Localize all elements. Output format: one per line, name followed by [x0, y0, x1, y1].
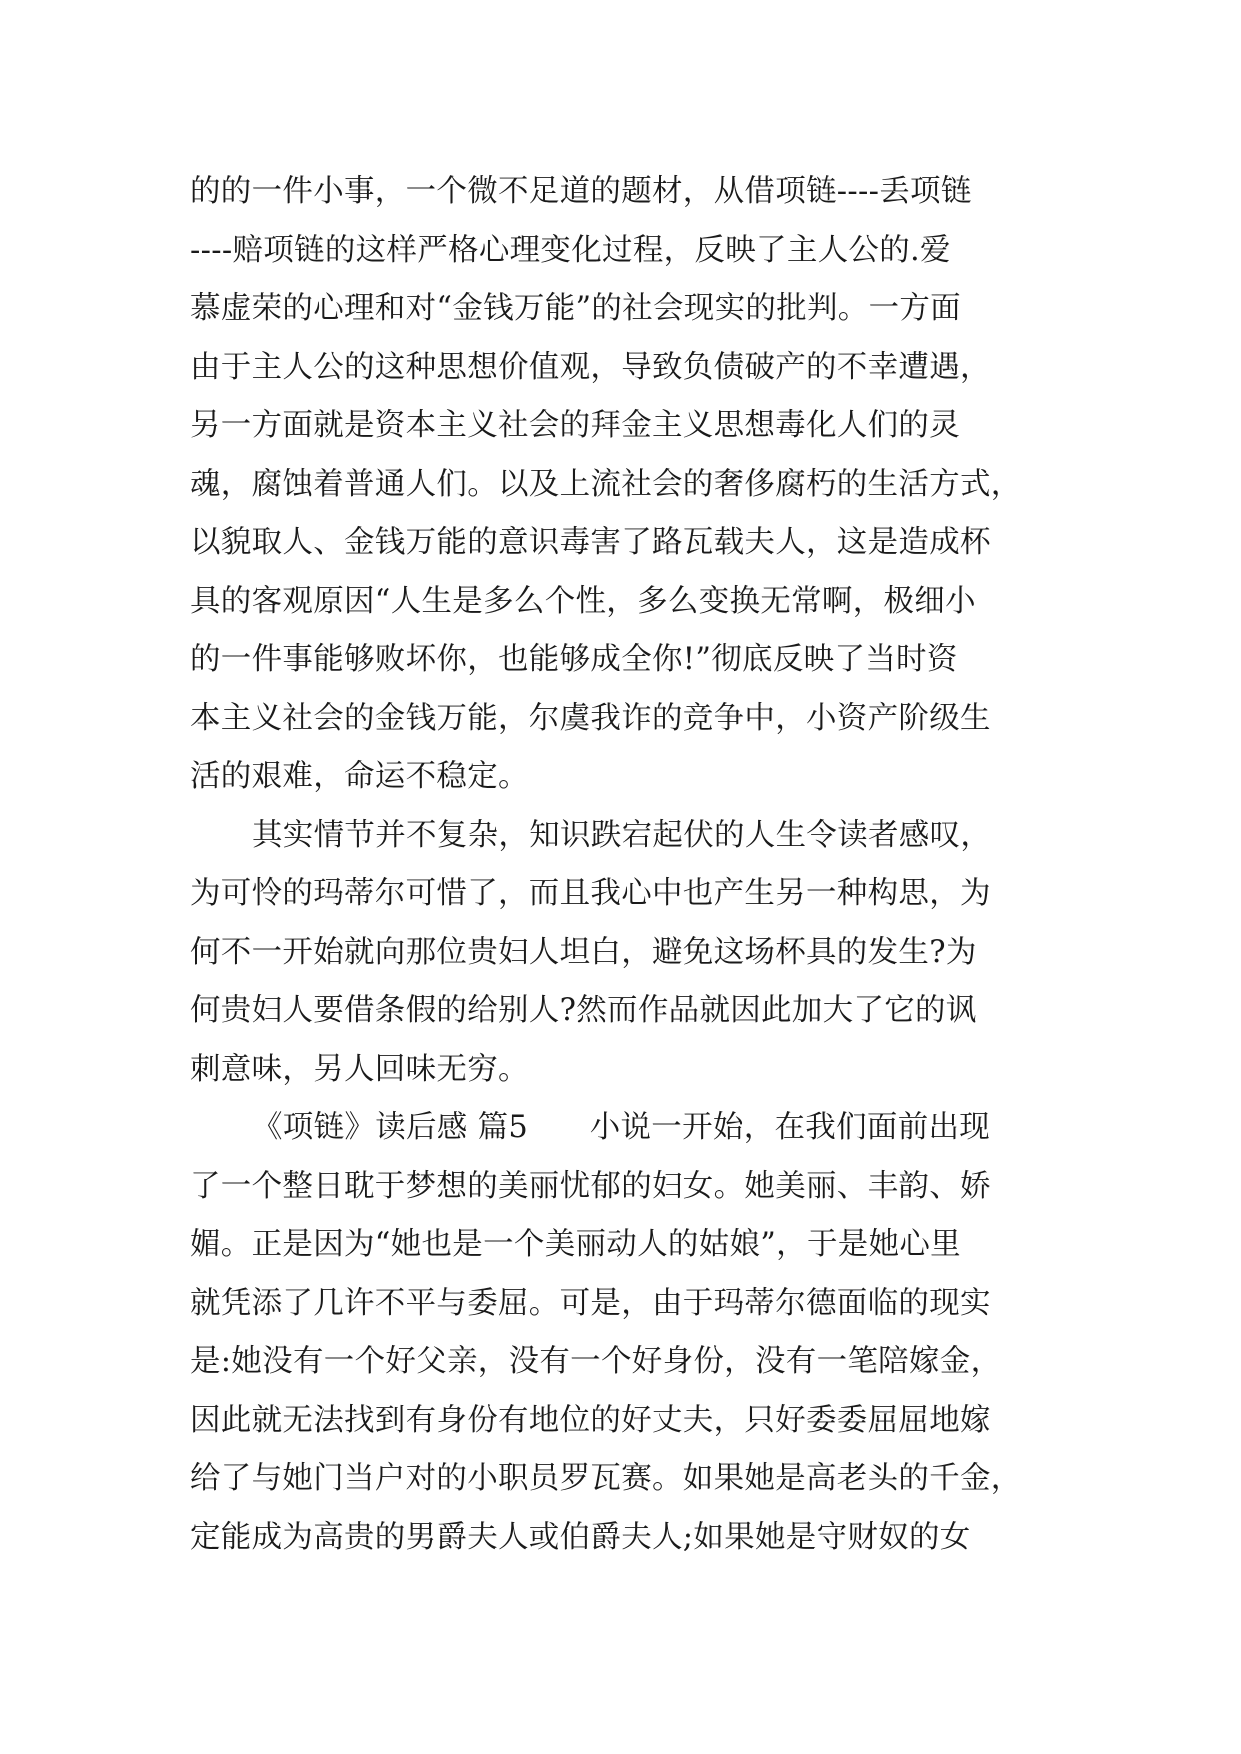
text-line: 魂，腐蚀着普通人们。以及上流社会的奢侈腐朽的生活方式， [190, 466, 1022, 502]
text-line: 是:她没有一个好父亲，没有一个好身份，没有一笔陪嫁金， [190, 1344, 1002, 1379]
section-heading-line: 《项链》读后感 篇5 小说一开始，在我们面前出现 [252, 1110, 991, 1145]
text-line: 因此就无法找到有身份有地位的好丈夫，只好委委屈屈地嫁 [190, 1402, 991, 1438]
text-line: 活的艰难，命运不稳定。 [190, 759, 529, 794]
paragraph-start-line: 其实情节并不复杂，知识跌宕起伏的人生令读者感叹， [252, 817, 992, 853]
text-line: 给了与她门当户对的小职员罗瓦赛。如果她是高老头的千金， [190, 1461, 1022, 1496]
document-body [190, 163, 1050, 1567]
text-line: 慕虚荣的心理和对“金钱万能”的社会现实的批判。一方面 [190, 291, 961, 326]
text-line: 何贵妇人要借条假的给别人?然而作品就因此加大了它的讽 [190, 993, 977, 1028]
text-line: 何不一开始就向那位贵妇人坦白，避免这场杯具的发生?为 [190, 934, 977, 970]
text-line: 另一方面就是资本主义社会的拜金主义思想毒化人们的灵 [190, 408, 960, 443]
text-line: 了一个整日耽于梦想的美丽忧郁的妇女。她美丽、丰韵、娇 [190, 1168, 991, 1204]
text-line: 的的一件小事，一个微不足道的题材，从借项链----丢项链 [190, 174, 972, 209]
text-line: 为可怜的玛蒂尔可惜了，而且我心中也产生另一种构思，为 [190, 876, 991, 911]
text-line: 就凭添了几许不平与委屈。可是，由于玛蒂尔德面临的现实 [190, 1285, 991, 1321]
text-line: 的一件事能够败坏你，也能够成全你!”彻底反映了当时资 [190, 642, 958, 677]
text-line: 定能成为高贵的男爵夫人或伯爵夫人;如果她是守财奴的女 [190, 1519, 971, 1555]
text-line: 刺意味，另人回味无穷。 [190, 1051, 529, 1087]
text-line: ----赔项链的这样严格心理变化过程，反映了主人公的.爱 [190, 232, 951, 268]
text-line: 媚。正是因为“她也是一个美丽动人的姑娘”，于是她心里 [190, 1227, 961, 1262]
text-line: 本主义社会的金钱万能，尔虞我诈的竞争中，小资产阶级生 [190, 700, 991, 736]
text-line: 以貌取人、金钱万能的意识毒害了路瓦载夫人，这是造成杯 [190, 525, 991, 560]
text-line: 具的客观原因“人生是多么个性，多么变换无常啊，极细小 [190, 583, 976, 619]
text-line: 由于主人公的这种思想价值观，导致负债破产的不幸遭遇， [190, 349, 991, 385]
